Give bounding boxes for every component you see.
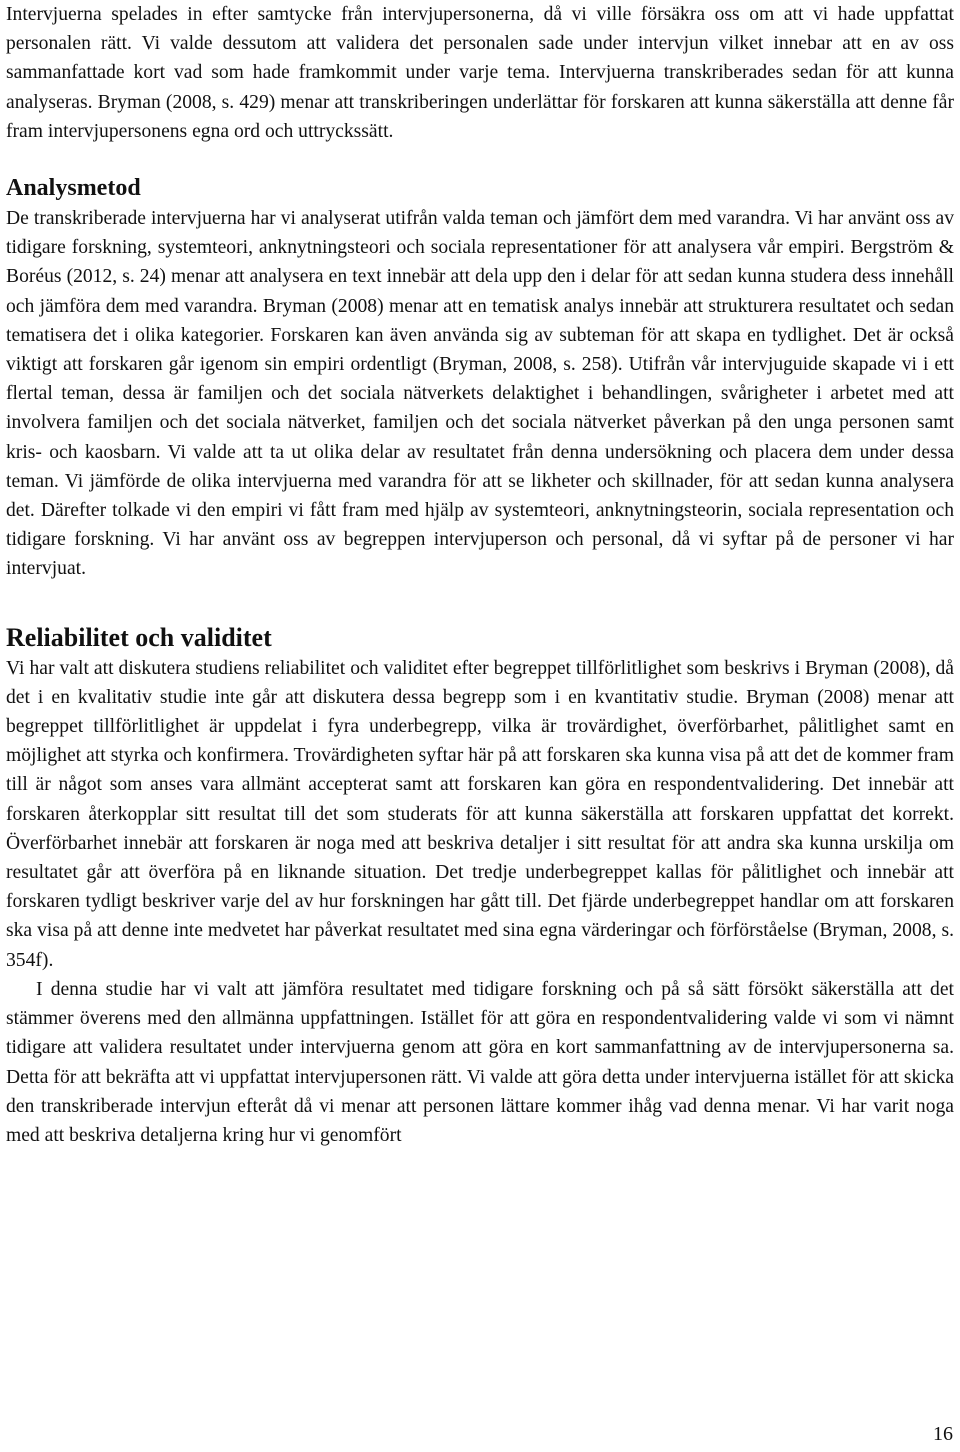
section-heading-reliabilitet: Reliabilitet och validitet — [6, 622, 272, 652]
reliabilitet-paragraph-2: I denna studie har vi valt att jämföra resultatet med tidigare forskning och på så sätt försökt säkerställa att det stämmer överens med den allmänna uppfattningen. Istället för att göra en respondentvalidering valde vi som vi nämnt tidigare att validera resultatet under intervjuerna genom att göra en kort sammanfattning av de intervjupersonerna sa. Detta för att bekräfta att vi uppfattat intervjupersonen rätt. Vi valde att göra detta under intervjuerna istället för att skicka den transkriberade intervjun efteråt då vi menar att personen lättare kommer ihåg vad denna menar. Vi har varit noga med att beskriva detaljerna kring hur vi genomfört — [6, 978, 954, 1146]
reliabilitet-paragraph-1: Vi har valt att diskutera studiens reliabilitet och validitet efter begreppet tillförlitlighet som beskrivs i Bryman (2008), då det i en kvalitativ studie inte går att diskutera dessa begrepp som i en kvantitativ studie. Bryman (2008) menar att begreppet tillförlitlighet är uppdelat i fyra underbegrepp, vilka är trovärdighet, överförbarhet, pålitlighet samt en möjlighet att styrka och konfirmera. Trovärdigheten syftar här på att forskaren ska kunna visa på att det de kommer fram till är något som anses vara allmänt accepterat samt att forskaren kan göra en respondentvalidering. Det innebär att forskaren återkopplar sitt resultat till det som studerats för att kunna säkerställa att forskaren uppfattat det korrekt. Överförbarhet innebär att forskaren är noga med att beskriva detaljer i sitt resultat för att andra ska kunna urskilja om resultatet går att överföra på en liknande situation. Det tredje underbegreppet kallas för pålitlighet och innebär att forskaren tydligt beskriver varje del av hur forskningen har gått till. Det fjärde underbegreppet handlar om att forskaren ska visa på att denne inte medvetet har påverkat resultatet med sina egna värderingar och förförståelse (Bryman, 2008, s. 354f). — [6, 657, 954, 971]
intro-paragraph: Intervjuerna spelades in efter samtycke från intervjupersonerna, då vi ville försäkra oss om att vi hade uppfattat personalen rätt. Vi valde dessutom att validera det personalen sade under intervjun vilket innebar att en av oss sammanfattade kort vad som hade framkommit under varje tema. Intervjuerna transkriberades sedan för att kunna analyseras. Bryman (2008, s. 429) menar att transkriberingen underlättar för forskaren att kunna säkerställa att denne får fram intervjupersonens egna ord och uttryckssätt. — [6, 4, 954, 142]
section-heading-analysmetod: Analysmetod — [6, 175, 141, 202]
analysmetod-paragraph: De transkriberade intervjuerna har vi analyserat utifrån valda teman och jämfört dem med varandra. Vi har använt oss av tidigare forskning, systemteori, anknytningsteori och sociala representationer för att analysera vår empiri. Bergström & Boréus (2012, s. 24) menar att analysera en text innebär att dela upp den i delar för att sedan kunna studera dess innehåll och jämföra dem med varandra. Bryman (2008) menar att en tematisk analys innebär att strukturera resultatet och sedan tematisera det i olika kategorier. Forskaren kan även använda sig av subteman för att skapa en tydlighet. Det är också viktigt att forskaren går igenom sin empiri ordentligt (Bryman, 2008, s. 258). Utifrån vår intervjuguide skapade vi i ett flertal teman, dessa är familjen och det sociala nätverkets delaktighet i behandlingen, svårigheter i arbetet med att involvera familjen och det sociala nätverket, familjen och det sociala nätverket påverkan på den unga personen samt kris- och kaosbarn. Vi valde att ta ut olika delar av resultatet från denna undersökning och placera dem under dessa teman. Vi jämförde de olika intervjuerna med varandra för att se likheter och skillnader, för att sedan kunna analysera det. Därefter tolkade vi den empiri vi fått fram med hjälp av systemteori, anknytningsteorin, sociala representation och tidigare forskning. Vi har använt oss av begreppen intervjuperson och personal, då vi syftar på de personer vi har intervjuat. — [6, 208, 954, 580]
page-number: 16 — [933, 1423, 953, 1445]
document-page — [6, 0, 954, 1150]
